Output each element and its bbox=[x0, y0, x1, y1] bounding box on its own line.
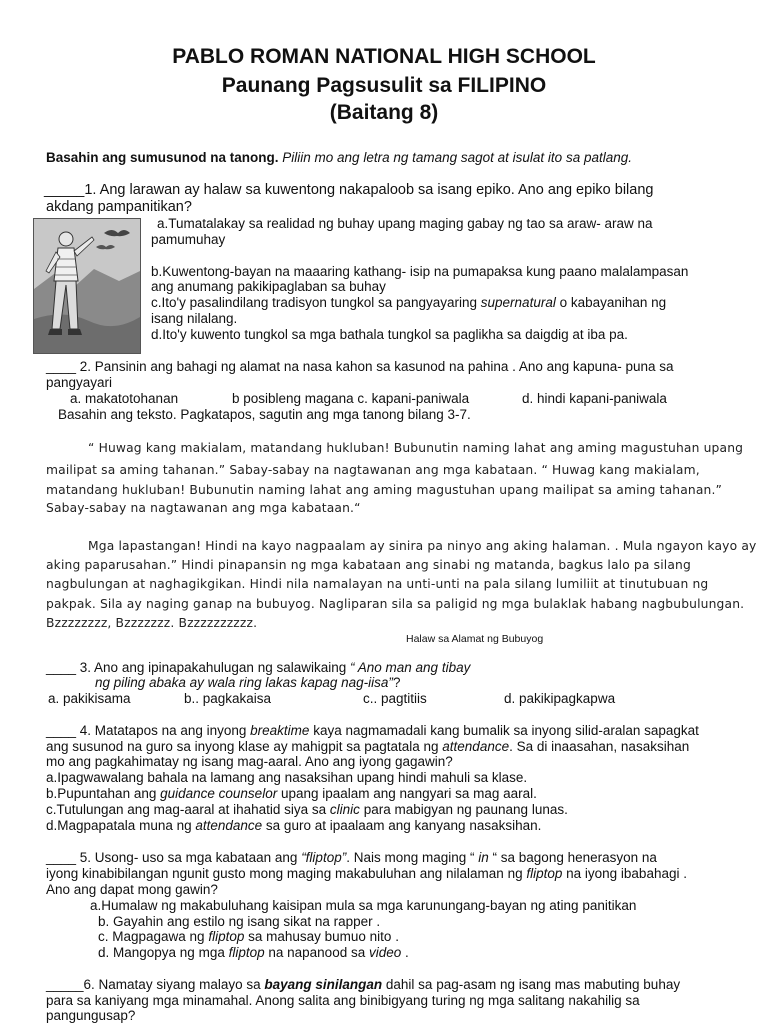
q3-proverb-part1: “ Ano man ang tibay bbox=[350, 660, 471, 675]
q4-l1-pre: ____ 4. Matatapos na ang inyong bbox=[46, 723, 251, 738]
q5-l2-post: na iyong ibabahagi . bbox=[562, 866, 687, 881]
passage-p2-line3: nagbulungan at naghagikgikan. Hindi nila namalayan na unti-unti na pala silang lumiliit at tinutubuan ng bbox=[46, 577, 709, 591]
school-name: PABLO ROMAN NATIONAL HIGH SCHOOL bbox=[172, 45, 596, 68]
q1-choice-c-line1 bbox=[151, 295, 666, 311]
q3-choice-b: b.. pagkakaisa bbox=[184, 691, 272, 706]
epic-hero-illustration bbox=[33, 218, 141, 354]
q5-stem-line2 bbox=[46, 866, 687, 882]
q4-c-italic: clinic bbox=[329, 802, 360, 817]
q1-choice-b-line1: b.Kuwentong-bayan na maaaring kathang- isip na pumapaksa kung paano malalampasan bbox=[151, 264, 689, 279]
q5-choice-d bbox=[98, 945, 409, 961]
reading-directions: Basahin ang teksto. Pagkatapos, sagutin ang mga tanong bilang 3-7. bbox=[58, 407, 471, 422]
q6-l1-bold-italic: bayang sinilangan bbox=[264, 977, 383, 992]
q4-l1-italic: breaktime bbox=[250, 723, 310, 738]
passage-p2-line4: pakpak. Sila ay naging ganap na bubuyog. Nagliparan sila sa paligid ng mga bulaklak habang nagbubulungan. bbox=[46, 597, 745, 611]
passage-p1-line2: mailipat sa aming tahanan.” Sabay-sabay na nagtawanan ang mga kabataan. “ Huwag kang makialam, bbox=[46, 463, 700, 477]
grade-level: (Baitang 8) bbox=[329, 101, 439, 124]
q3-stem-line1 bbox=[46, 660, 470, 676]
q4-stem-line2 bbox=[46, 739, 689, 755]
q5-l1-post: “ sa bagong henerasyon na bbox=[488, 850, 657, 865]
q5-l1-italic: “fliptop” bbox=[301, 850, 347, 865]
q3-choice-a: a. pakikisama bbox=[48, 691, 131, 706]
q6-l1-post: dahil sa pag-asam ng isang mas mabuting buhay bbox=[382, 977, 681, 992]
q4-b-pre: b.Pupuntahan ang bbox=[46, 786, 161, 801]
test-title: Paunang Pagsusulit sa FILIPINO bbox=[221, 74, 547, 97]
q2-choice-b-c: b posibleng magana c. kapani-paniwala bbox=[232, 391, 470, 406]
q6-l1-pre: _____6. Namatay siyang malayo sa bbox=[46, 977, 265, 992]
q3-choice-c: c.. pagtitiis bbox=[363, 691, 427, 706]
q5-c-pre: c. Magpagawa ng bbox=[98, 929, 209, 944]
q2-stem-line1: ____ 2. Pansinin ang bahagi ng alamat na nasa kahon sa kasunod na pahina . Ano ang kapuna- puna sa bbox=[46, 359, 674, 374]
q2-choice-a: a. makatotohanan bbox=[70, 391, 179, 406]
q1-choice-c-pre: c.Ito'y pasalindilang tradisyon tungkol sa pangyayaring bbox=[151, 295, 481, 310]
q6-stem-line2: para sa kaniyang mga minamahal. Anong salita ang binibigyang turing ng mga salitang nakahilig sa bbox=[46, 993, 640, 1008]
q4-b-post: upang ipaalam ang nangyari sa mag aaral. bbox=[277, 786, 537, 801]
q5-c-italic: fliptop bbox=[208, 929, 245, 944]
passage-p1-line1: “ Huwag kang makialam, matandang hukluban! Bubunutin naming lahat ang aming magustuhan upang bbox=[88, 441, 744, 455]
q3-stem-pre: ____ 3. Ano ang ipinapakahulugan ng salawikaing bbox=[46, 660, 347, 675]
q4-choice-c bbox=[46, 802, 568, 818]
q5-stem-line3: Ano ang dapat mong gawin? bbox=[46, 882, 218, 897]
q4-choice-d bbox=[46, 818, 541, 834]
q4-choice-a: a.Ipagwawalang bahala na lamang ang nasaksihan upang hindi mahuli sa klase. bbox=[46, 770, 528, 785]
passage-p1-line4: Sabay-sabay na nagtawanan ang mga kabataan.“ bbox=[46, 501, 361, 515]
passage-p2-line5: Bzzzzzzzz, Bzzzzzzz. Bzzzzzzzzzz. bbox=[46, 616, 258, 630]
instructions-bold: Basahin ang sumusunod na tanong. bbox=[46, 150, 279, 165]
q5-c-post: sa mahusay bumuo nito . bbox=[244, 929, 399, 944]
q5-d-post: . bbox=[401, 945, 409, 960]
q5-choice-b: b. Gayahin ang estilo ng isang sikat na rapper . bbox=[98, 914, 381, 929]
q4-stem-line1 bbox=[46, 723, 699, 739]
passage-p2-line2: aking paparusahan.” Hindi pinapansin ng mga kabataan ang sinabi ng matanda, bagkus lalo pa silang bbox=[46, 558, 691, 572]
q4-stem-line3: mo ang pagkahimatay ng isang mag-aaral. Ano ang iyong gagawin? bbox=[46, 754, 453, 769]
q4-d-post: sa guro at ipaalaam ang kanyang nasaksihan. bbox=[262, 818, 542, 833]
q4-l2-post: . Sa di inaasahan, nasaksihan bbox=[509, 739, 690, 754]
q2-stem-line2: pangyayari bbox=[46, 375, 113, 390]
q3-stem-line2 bbox=[95, 675, 400, 691]
q1-choice-a-line1: a.Tumatalakay sa realidad ng buhay upang maging gabay ng tao sa araw- araw na bbox=[157, 216, 653, 231]
q1-stem-line1: _____1. Ang larawan ay halaw sa kuwentong nakapaloob sa isang epiko. Ano ang epiko bilang bbox=[44, 182, 654, 198]
instructions-italic: Piliin mo ang letra ng tamang sagot at isulat ito sa patlang. bbox=[282, 150, 632, 165]
passage-p2-line1: Mga lapastangan! Hindi na kayo nagpaalam ay sinira pa ninyo ang aking halaman. . Mula ngayon kayo ay bbox=[88, 539, 757, 553]
q4-d-pre: d.Magpapatala muna ng bbox=[46, 818, 196, 833]
q1-choice-a-line2: pamumuhay bbox=[151, 232, 226, 247]
q4-d-italic: attendance bbox=[195, 818, 263, 833]
passage-source: Halaw sa Alamat ng Bubuyog bbox=[406, 633, 544, 645]
q1-choice-c-line2: isang nilalang. bbox=[151, 311, 238, 326]
q4-b-italic: guidance counselor bbox=[160, 786, 278, 801]
q4-l2-italic: attendance bbox=[442, 739, 510, 754]
q5-choice-c bbox=[98, 929, 399, 945]
q1-choice-d: d.Ito'y kuwento tungkol sa mga bathala tungkol sa paglikha sa daigdig at iba pa. bbox=[151, 327, 628, 342]
q5-stem-line1 bbox=[46, 850, 657, 866]
q5-d-italic: fliptop bbox=[228, 945, 265, 960]
q3-stem-post: ? bbox=[392, 675, 401, 690]
q6-stem-line1 bbox=[46, 977, 680, 993]
q5-l2-italic: fliptop bbox=[526, 866, 563, 881]
q5-l1-pre: ____ 5. Usong- uso sa mga kabataan ang bbox=[46, 850, 302, 865]
q1-choice-c-post: o kabayanihan ng bbox=[555, 295, 667, 310]
q3-proverb-part2: ng piling abaka ay wala ring lakas kapag nag-iisa” bbox=[95, 675, 393, 690]
q5-l1-mid: . Nais mong maging “ bbox=[346, 850, 479, 865]
instructions bbox=[46, 150, 632, 166]
q1-stem-line2: akdang pampanitikan? bbox=[46, 199, 192, 215]
q1-choice-b-line2: ang anumang pakikipaglaban sa buhay bbox=[151, 279, 386, 294]
q5-l2-pre: iyong kinabibilangan ngunit gusto mong maging makabuluhan ang nilalaman ng bbox=[46, 866, 527, 881]
q4-l1-post: kaya nagmamadali kang bumalik sa inyong silid-aralan sapagkat bbox=[309, 723, 699, 738]
q4-c-post: para mabigyan ng paunang lunas. bbox=[359, 802, 568, 817]
q6-stem-line3: pangungusap? bbox=[46, 1008, 136, 1023]
q4-c-pre: c.Tutulungan ang mag-aaral at ihahatid siya sa bbox=[46, 802, 330, 817]
q3-choice-d: d. pakikipagkapwa bbox=[504, 691, 616, 706]
q4-l2-pre: ang susunod na guro sa inyong klase ay mahigpit sa pagtatala ng bbox=[46, 739, 443, 754]
q5-l1-italic2: in bbox=[478, 850, 489, 865]
q2-choice-d: d. hindi kapani-paniwala bbox=[522, 391, 667, 406]
q5-d-pre: d. Mangopya ng mga bbox=[98, 945, 229, 960]
passage-p1-line3: matandang hukluban! Bubunutin naming lahat ang aming magustuhan upang mailipat sa aming tahanan.” bbox=[46, 483, 723, 497]
q4-choice-b bbox=[46, 786, 537, 802]
q5-d-italic2: video bbox=[368, 945, 402, 960]
q1-choice-c-italic: supernatural bbox=[480, 295, 556, 310]
q5-d-mid: na napanood sa bbox=[264, 945, 369, 960]
q5-choice-a: a.Humalaw ng makabuluhang kaisipan mula sa mga karunungang-bayan ng ating panitikan bbox=[90, 898, 637, 913]
